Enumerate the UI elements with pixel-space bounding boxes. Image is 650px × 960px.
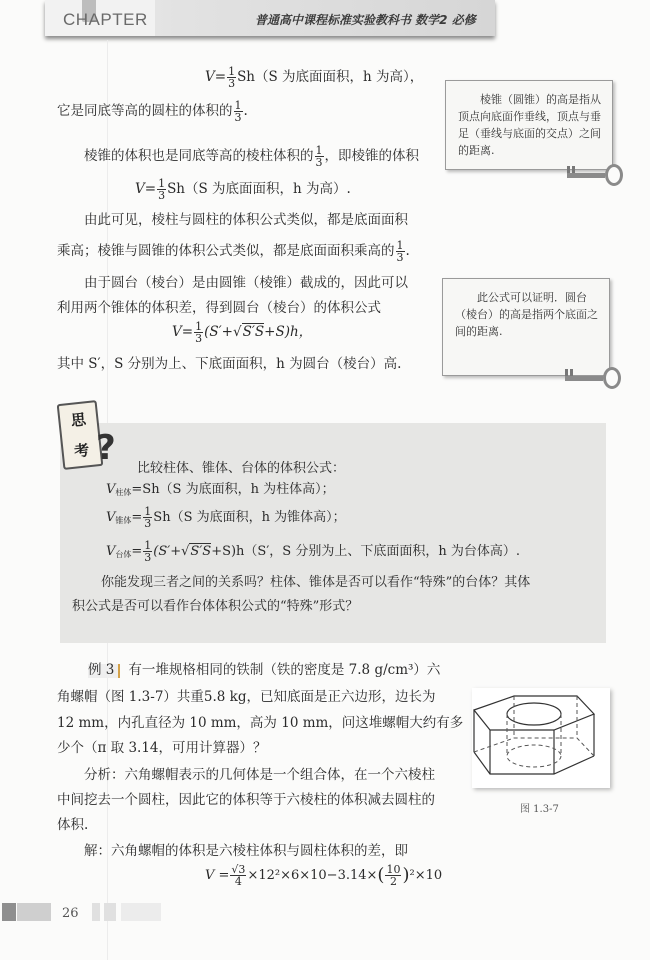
think-question-2: 积公式是否可以看作台体体积公式的“特殊”形式？: [72, 599, 359, 614]
formula-pyramid: V= $\frac{1}{3}$ Sh（S 为底面面积，h 为高）.: [135, 177, 351, 202]
side-note-pyramid-height: 棱锥（圆锥）的高是指从顶点向底面作垂线，顶点与垂足（垂线与底面的交点）之间的距离.: [445, 80, 613, 170]
example-line-1: 例 3 有一堆规格相同的铁制（铁的密度是 7.8 g/cm³）六: [88, 662, 441, 678]
think-intro: 比较柱体、锥体、台体的体积公式：: [137, 461, 346, 476]
footer-bar-faint: [121, 903, 161, 921]
think-formula-pyramid: $V_{锥体}=$ $\frac{1}{3}$ Sh（S 为底面积，h 为锥体高）；: [106, 505, 346, 530]
book-title: 普通高中课程标准实验教科书 数学2 必修: [255, 13, 476, 27]
think-formula-frustum: $V_{台体}=$ $\frac{1}{3}$ (S′+√S′S+S)h（S′，S 分别为上、下底面面积，h 为台体高）.: [106, 539, 520, 564]
hex-nut-figure: [472, 688, 610, 788]
para-similar-1: 由此可见，棱柱与圆柱的体积公式类似，都是底面面积: [84, 212, 408, 228]
footer-bar-faint: [92, 903, 100, 921]
side-note-frustum-height: 此公式可以证明．圆台（棱台）的高是指两个底面之间的距离.: [442, 278, 610, 376]
solution-line-1: 解：六角螺帽的体积是六棱柱体积与圆柱体积的差，即: [84, 843, 408, 859]
example-line-2: 角螺帽（图 1.3-7）共重5.8 kg，已知底面是正六边形，边长为: [57, 689, 436, 705]
footer-bar-light: [17, 903, 51, 921]
analysis-line-3: 体积.: [57, 817, 89, 833]
question-mark-icon: ?: [96, 428, 116, 468]
think-formula-prism: $V_{柱体}=Sh(S$ 为底面积，h 为柱体高）；: [106, 482, 335, 497]
formula-cone: V= $\frac{1}{3}$ Sh（S 为底面面积，h 为高），: [205, 65, 424, 90]
formula-frustum: V= $\frac{1}{3}$ (S′+√S′S+S)h，: [172, 320, 313, 345]
footer-bar-dark: [2, 903, 16, 921]
para-frustum-2: 利用两个锥体的体积差，得到圆台（棱台）的体积公式: [57, 300, 381, 316]
para-frustum-3: 其中 S′，S 分别为上、下底面面积，h 为圆台（棱台）高.: [57, 356, 402, 372]
key-icon: [565, 367, 621, 389]
example-tag: 例 3: [88, 664, 120, 678]
chapter-label: CHAPTER: [63, 10, 148, 29]
analysis-line-2: 中间挖去一个圆柱，因此它的体积等于六棱柱的体积减去圆柱的: [57, 792, 435, 808]
para-similar-2: 乘高；棱锥与圆锥的体积公式类似，都是底面面积乘高的 $\frac{1}{3}$ .: [57, 239, 410, 264]
page-number: 26: [62, 906, 79, 921]
key-icon: [567, 164, 623, 186]
example-line-3: 12 mm，内孔直径为 10 mm，高为 10 mm，问这堆螺帽大约有多: [57, 715, 464, 731]
footer-bar-faint: [104, 903, 116, 921]
line-cylinder-third: 它是同底等高的圆柱的体积的 $\frac{1}{3}$ .: [57, 99, 248, 124]
fraction: $\frac{1}{3}$: [228, 65, 236, 90]
example-line-4: 少个（π 取 3.14，可用计算器）？: [57, 740, 267, 756]
line-pyramid-volume: 棱锥的体积也是同底等高的棱柱体积的 $\frac{1}{3}$ ，即棱锥的体积: [84, 144, 419, 169]
figure-caption: 图 1.3-7: [520, 804, 559, 815]
solution-formula: V = $\frac{√3}{4}$ ×12²×6×10−3.14×( $\frac{10}{2}$ )²×10: [205, 863, 443, 888]
think-question-1: 你能发现三者之间的关系吗？柱体、锥体是否可以看作“特殊”的台体？其体: [101, 575, 531, 590]
analysis-line-1: 分析：六角螺帽表示的几何体是一个组合体，在一个六棱柱: [84, 767, 435, 783]
hex-nut-diagram: [472, 688, 610, 788]
para-frustum-1: 由于圆台（棱台）是由圆锥（棱锥）截成的，因此可以: [84, 275, 408, 291]
think-badge: 思 考: [57, 400, 104, 470]
